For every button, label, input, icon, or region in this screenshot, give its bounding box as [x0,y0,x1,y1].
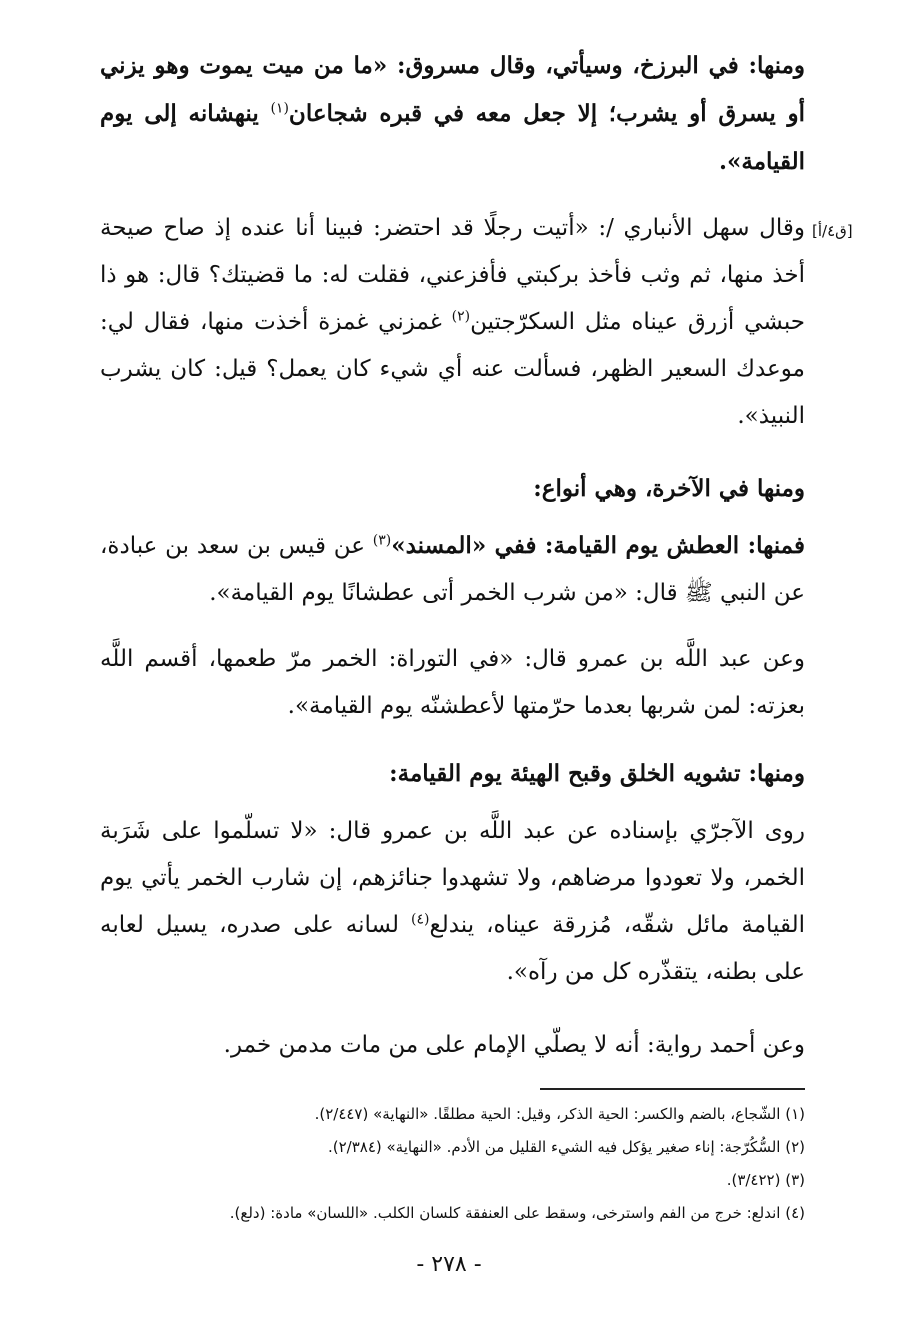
footnote-ref: (٢) [451,308,471,325]
footnote-ref: (٣) [372,532,392,549]
paragraph-text: ومنها: في البرزخ، وسيأتي، وقال مسروق: «ما من ميت يموت وهو يزني أو يسرق أو يشرب؛ إلا جعل معه في قبره شجاعان [100,52,805,127]
paragraph-text: وقال سهل الأنباري /: «أتيت رجلًا قد احتضر: فبينا أنا عنده إذ صاح صيحة أخذ منها، ثم وثب فأخذ بركبتي فأفزعني، فقلت له: ما قضيتك؟ قال: هو ذا حبشي أزرق عيناه مثل السكرّجتين [100,215,805,335]
marginal-manuscript-marker: [ق٤/أ] [812,222,853,240]
paragraph-text-after: ينهشانه إلى يوم القيامة». [100,100,805,175]
paragraph-torah: وعن عبد اللَّه بن عمرو قال: «في التوراة: الخمر مرّ طعمها، أقسم اللَّه بعزته: لمن شربها بعدما حرّمتها لأعطشنّه يوم القيامة». [100,646,805,719]
footnotes [100,1098,805,1230]
footnote-2: (٢) السُّكُرّجة: إناء صغير يؤكل فيه الشيء القليل من الأدم. «النهاية» (٢/٣٨٤). [327,1138,805,1156]
paragraph-barzakh [100,42,805,186]
paragraph-sahl [100,205,805,440]
footnote-ref: (١) [270,100,289,117]
paragraph-text-after: غمزني غمزة أخذت منها، فقال لي: موعدك السعير الظهر، فسألت عنه أي شيء كان يعمل؟ قيل: كان يشرب النبيذ». [100,309,805,429]
paragraph-text-after: عن قيس بن سعد بن عبادة، عن النبي ﷺ قال: «من شرب الخمر أتى عطشانًا يوم القيامة». [100,533,805,606]
heading-disfigurement: ومنها: تشويه الخلق وقبح الهيئة يوم القيامة: [389,760,805,787]
heading-akhira: ومنها في الآخرة، وهي أنواع: [533,475,805,502]
paragraph-ajurri [100,808,805,996]
footnote-1: (١) الشّجاع، بالضم والكسر: الحية الذكر، وقيل: الحية مطلقًا. «النهاية» (٢/٤٤٧). [314,1105,805,1123]
page-number: - ٢٧٨ - [416,1252,482,1277]
footnote-3: (٣) (٣/٤٢٢). [726,1171,805,1189]
footnote-4: (٤) اندلع: خرج من الفم واسترخى، وسقط على العنفقة كلسان الكلب. «اللسان» مادة: (دلع). [229,1204,805,1222]
footnote-ref: (٤) [411,911,430,928]
paragraph-ahmad: وعن أحمد رواية: أنه لا يصلّي الإمام على من مات مدمن خمر. [223,1032,805,1058]
footnote-separator [540,1088,805,1090]
paragraph-text: فمنها: العطش يوم القيامة: ففي «المسند» [391,532,805,559]
paragraph-text-after: لسانه على صدره، يسيل لعابه على بطنه، يتقذّره كل من رآه». [100,912,805,985]
paragraph-thirst [100,522,805,617]
paragraph-text: روى الآجرّي بإسناده عن عبد اللَّه بن عمرو قال: «لا تسلّموا على شَرَبة الخمر، ولا تعودوا مرضاهم، ولا تشهدوا جنائزهم، إن شارب الخمر يأتي يوم القيامة مائل شقّه، مُزرقة عيناه، يندلع [100,818,806,938]
